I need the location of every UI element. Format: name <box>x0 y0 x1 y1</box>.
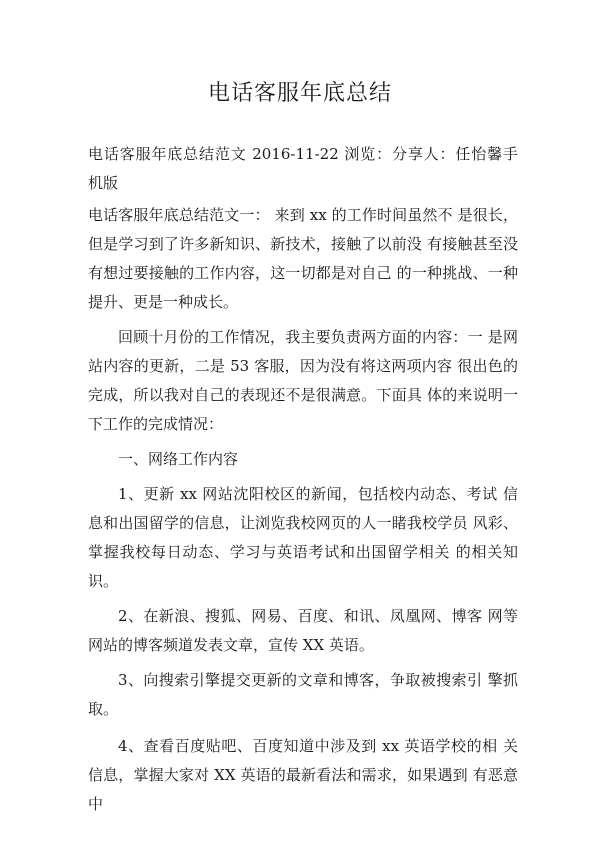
document-body <box>88 140 518 819</box>
paragraph-review: 回顾十月份的工作情况，我主要负责两方面的内容：一 是网站内容的更新，二是 53 客服，因为没有将这两项内容 很出色的完成，所以我对自己的表现还不是很满意。下面具 体的来说明一下工作的完成情况： <box>88 328 518 433</box>
meta-line: 电话客服年底总结范文 2016-11-22 浏览：分享人：任怡馨手 机版 <box>88 145 518 192</box>
list-item-4: 4、查看百度贴吧、百度知道中涉及到 xx 英语学校的相 关信息，掌握大家对 XX 英语的最新看法和需求，如果遇到 有恶意中 <box>88 737 518 813</box>
document-title: 电话客服年底总结 <box>207 81 392 106</box>
list-item-3: 3、向搜索引擎提交更新的文章和博客，争取被搜索引 擎抓取。 <box>88 671 518 718</box>
paragraph-intro: 电话客服年底总结范文一： 来到 xx 的工作时间虽然不 是很长，但是学习到了许多新知识、新技术，接触了以前没 有接触甚至没有想过要接触的工作内容，这一切都是对自己 的一种挑战、一种提升、更是一种成长。 <box>88 206 518 311</box>
section-heading: 一、网络工作内容 <box>118 450 239 468</box>
list-item-1: 1、更新 xx 网站沈阳校区的新闻，包括校内动态、考试 信息和出国留学的信息，让浏览我校网页的人一睹我校学员 风彩、掌握我校每日动态、学习与英语考试和出国留学相关 的相关知识。 <box>88 485 518 590</box>
list-item-2: 2、在新浪、搜狐、网易、百度、和讯、凤凰网、博客 网等网站的博客频道发表文章，宣传 XX 英语。 <box>88 607 518 654</box>
